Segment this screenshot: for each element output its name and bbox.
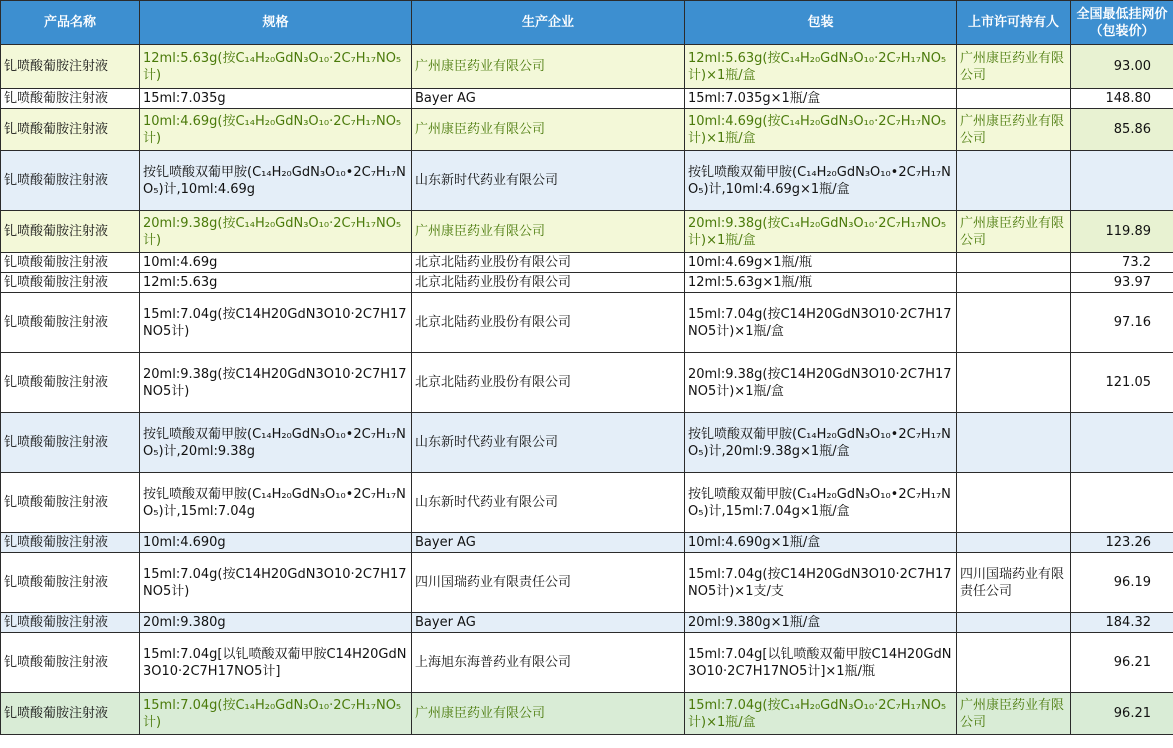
manufacturer-cell: 广州康臣药业有限公司 xyxy=(412,45,685,89)
table-row xyxy=(1,613,1173,633)
spec-cell: 10ml:4.69g(按C₁₄H₂₀GdN₃O₁₀·2C₇H₁₇NO₅计) xyxy=(140,109,412,151)
product-name-cell: 钆喷酸葡胺注射液 xyxy=(1,613,140,633)
package-cell: 20ml:9.380g×1瓶/盒 xyxy=(685,613,957,633)
price-cell xyxy=(1071,151,1173,211)
package-cell: 15ml:7.04g(按C14H20GdN3O10·2C7H17NO5计)×1瓶/盒 xyxy=(685,293,957,353)
spec-cell: 20ml:9.380g xyxy=(140,613,412,633)
table-row xyxy=(1,109,1173,151)
product-name-cell: 钆喷酸葡胺注射液 xyxy=(1,353,140,413)
package-cell: 按钆喷酸双葡甲胺(C₁₄H₂₀GdN₃O₁₀•2C₇H₁₇NO₅)计,10ml:4.69g×1瓶/盒 xyxy=(685,151,957,211)
price-cell: 85.86 xyxy=(1071,109,1173,151)
table-row xyxy=(1,293,1173,353)
table-row xyxy=(1,45,1173,89)
product-name-cell: 钆喷酸葡胺注射液 xyxy=(1,633,140,693)
price-cell: 184.32 xyxy=(1071,613,1173,633)
license-holder-cell xyxy=(957,353,1071,413)
spec-cell: 15ml:7.035g xyxy=(140,89,412,109)
manufacturer-cell: 广州康臣药业有限公司 xyxy=(412,211,685,253)
price-cell: 119.89 xyxy=(1071,211,1173,253)
license-holder-cell: 广州康臣药业有限公司 xyxy=(957,211,1071,253)
license-holder-cell xyxy=(957,89,1071,109)
col-header-lowest-price: 全国最低挂网价（包装价） xyxy=(1071,1,1173,45)
price-cell: 96.21 xyxy=(1071,693,1173,735)
table-row xyxy=(1,473,1173,533)
product-name-cell: 钆喷酸葡胺注射液 xyxy=(1,151,140,211)
table-row xyxy=(1,693,1173,735)
price-cell: 93.00 xyxy=(1071,45,1173,89)
license-holder-cell: 广州康臣药业有限公司 xyxy=(957,109,1071,151)
package-cell: 10ml:4.69g(按C₁₄H₂₀GdN₃O₁₀·2C₇H₁₇NO₅计)×1瓶/盒 xyxy=(685,109,957,151)
product-name-cell: 钆喷酸葡胺注射液 xyxy=(1,89,140,109)
spec-cell: 12ml:5.63g xyxy=(140,273,412,293)
manufacturer-cell: 山东新时代药业有限公司 xyxy=(412,413,685,473)
license-holder-cell: 四川国瑞药业有限责任公司 xyxy=(957,553,1071,613)
price-cell: 96.19 xyxy=(1071,553,1173,613)
manufacturer-cell: 上海旭东海普药业有限公司 xyxy=(412,633,685,693)
package-cell: 10ml:4.690g×1瓶/盒 xyxy=(685,533,957,553)
table-row xyxy=(1,553,1173,613)
manufacturer-cell: 北京北陆药业股份有限公司 xyxy=(412,353,685,413)
license-holder-cell xyxy=(957,273,1071,293)
price-cell: 93.97 xyxy=(1071,273,1173,293)
price-cell: 148.80 xyxy=(1071,89,1173,109)
package-cell: 15ml:7.035g×1瓶/盒 xyxy=(685,89,957,109)
product-name-cell: 钆喷酸葡胺注射液 xyxy=(1,693,140,735)
manufacturer-cell: 北京北陆药业股份有限公司 xyxy=(412,273,685,293)
manufacturer-cell: 北京北陆药业股份有限公司 xyxy=(412,293,685,353)
col-header-spec: 规格 xyxy=(140,1,412,45)
manufacturer-cell: 广州康臣药业有限公司 xyxy=(412,109,685,151)
manufacturer-cell: Bayer AG xyxy=(412,533,685,553)
price-cell xyxy=(1071,473,1173,533)
spec-cell: 按钆喷酸双葡甲胺(C₁₄H₂₀GdN₃O₁₀•2C₇H₁₇NO₅)计,15ml:7.04g xyxy=(140,473,412,533)
price-cell: 96.21 xyxy=(1071,633,1173,693)
manufacturer-cell: 山东新时代药业有限公司 xyxy=(412,151,685,211)
package-cell: 15ml:7.04g(按C₁₄H₂₀GdN₃O₁₀·2C₇H₁₇NO₅计)×1瓶/盒 xyxy=(685,693,957,735)
product-name-cell: 钆喷酸葡胺注射液 xyxy=(1,253,140,273)
col-header-product-name: 产品名称 xyxy=(1,1,140,45)
col-header-license-holder: 上市许可持有人 xyxy=(957,1,1071,45)
license-holder-cell xyxy=(957,473,1071,533)
license-holder-cell xyxy=(957,533,1071,553)
license-holder-cell xyxy=(957,613,1071,633)
license-holder-cell xyxy=(957,253,1071,273)
product-name-cell: 钆喷酸葡胺注射液 xyxy=(1,273,140,293)
package-cell: 15ml:7.04g(按C14H20GdN3O10·2C7H17NO5计)×1支/支 xyxy=(685,553,957,613)
product-name-cell: 钆喷酸葡胺注射液 xyxy=(1,413,140,473)
package-cell: 12ml:5.63g(按C₁₄H₂₀GdN₃O₁₀·2C₇H₁₇NO₅计)×1瓶/盒 xyxy=(685,45,957,89)
manufacturer-cell: Bayer AG xyxy=(412,613,685,633)
license-holder-cell xyxy=(957,633,1071,693)
header-row xyxy=(1,1,1173,45)
table-row xyxy=(1,413,1173,473)
product-name-cell: 钆喷酸葡胺注射液 xyxy=(1,553,140,613)
package-cell: 12ml:5.63g×1瓶/瓶 xyxy=(685,273,957,293)
license-holder-cell xyxy=(957,151,1071,211)
spec-cell: 10ml:4.690g xyxy=(140,533,412,553)
table-row xyxy=(1,633,1173,693)
spec-cell: 按钆喷酸双葡甲胺(C₁₄H₂₀GdN₃O₁₀•2C₇H₁₇NO₅)计,20ml:9.38g xyxy=(140,413,412,473)
product-name-cell: 钆喷酸葡胺注射液 xyxy=(1,109,140,151)
col-header-package: 包装 xyxy=(685,1,957,45)
package-cell: 20ml:9.38g(按C14H20GdN3O10·2C7H17NO5计)×1瓶/盒 xyxy=(685,353,957,413)
package-cell: 按钆喷酸双葡甲胺(C₁₄H₂₀GdN₃O₁₀•2C₇H₁₇NO₅)计,20ml:9.38g×1瓶/盒 xyxy=(685,413,957,473)
manufacturer-cell: Bayer AG xyxy=(412,89,685,109)
license-holder-cell: 广州康臣药业有限公司 xyxy=(957,693,1071,735)
spec-cell: 20ml:9.38g(按C14H20GdN3O10·2C7H17NO5计) xyxy=(140,353,412,413)
product-name-cell: 钆喷酸葡胺注射液 xyxy=(1,293,140,353)
license-holder-cell xyxy=(957,413,1071,473)
price-cell: 123.26 xyxy=(1071,533,1173,553)
manufacturer-cell: 北京北陆药业股份有限公司 xyxy=(412,253,685,273)
manufacturer-cell: 四川国瑞药业有限责任公司 xyxy=(412,553,685,613)
license-holder-cell xyxy=(957,293,1071,353)
spec-cell: 15ml:7.04g(按C14H20GdN3O10·2C7H17NO5计) xyxy=(140,293,412,353)
price-cell xyxy=(1071,413,1173,473)
col-header-manufacturer: 生产企业 xyxy=(412,1,685,45)
product-name-cell: 钆喷酸葡胺注射液 xyxy=(1,45,140,89)
product-name-cell: 钆喷酸葡胺注射液 xyxy=(1,533,140,553)
table-row xyxy=(1,253,1173,273)
spec-cell: 15ml:7.04g(按C₁₄H₂₀GdN₃O₁₀·2C₇H₁₇NO₅计) xyxy=(140,693,412,735)
spec-cell: 15ml:7.04g(按C14H20GdN3O10·2C7H17NO5计) xyxy=(140,553,412,613)
table-row xyxy=(1,533,1173,553)
license-holder-cell: 广州康臣药业有限公司 xyxy=(957,45,1071,89)
spec-cell: 按钆喷酸双葡甲胺(C₁₄H₂₀GdN₃O₁₀•2C₇H₁₇NO₅)计,10ml:4.69g xyxy=(140,151,412,211)
package-cell: 10ml:4.69g×1瓶/瓶 xyxy=(685,253,957,273)
manufacturer-cell: 广州康臣药业有限公司 xyxy=(412,693,685,735)
spec-cell: 10ml:4.69g xyxy=(140,253,412,273)
price-cell: 97.16 xyxy=(1071,293,1173,353)
manufacturer-cell: 山东新时代药业有限公司 xyxy=(412,473,685,533)
table-row xyxy=(1,211,1173,253)
table-row xyxy=(1,89,1173,109)
spec-cell: 12ml:5.63g(按C₁₄H₂₀GdN₃O₁₀·2C₇H₁₇NO₅计) xyxy=(140,45,412,89)
spec-cell: 20ml:9.38g(按C₁₄H₂₀GdN₃O₁₀·2C₇H₁₇NO₅计) xyxy=(140,211,412,253)
price-cell: 121.05 xyxy=(1071,353,1173,413)
table-row xyxy=(1,273,1173,293)
table-row xyxy=(1,353,1173,413)
price-cell: 73.2 xyxy=(1071,253,1173,273)
spec-cell: 15ml:7.04g[以钆喷酸双葡甲胺C14H20GdN3O10·2C7H17NO5计] xyxy=(140,633,412,693)
product-name-cell: 钆喷酸葡胺注射液 xyxy=(1,473,140,533)
package-cell: 20ml:9.38g(按C₁₄H₂₀GdN₃O₁₀·2C₇H₁₇NO₅计)×1瓶/盒 xyxy=(685,211,957,253)
table-row xyxy=(1,151,1173,211)
product-name-cell: 钆喷酸葡胺注射液 xyxy=(1,211,140,253)
package-cell: 按钆喷酸双葡甲胺(C₁₄H₂₀GdN₃O₁₀•2C₇H₁₇NO₅)计,15ml:7.04g×1瓶/盒 xyxy=(685,473,957,533)
package-cell: 15ml:7.04g[以钆喷酸双葡甲胺C14H20GdN3O10·2C7H17NO5计]×1瓶/瓶 xyxy=(685,633,957,693)
